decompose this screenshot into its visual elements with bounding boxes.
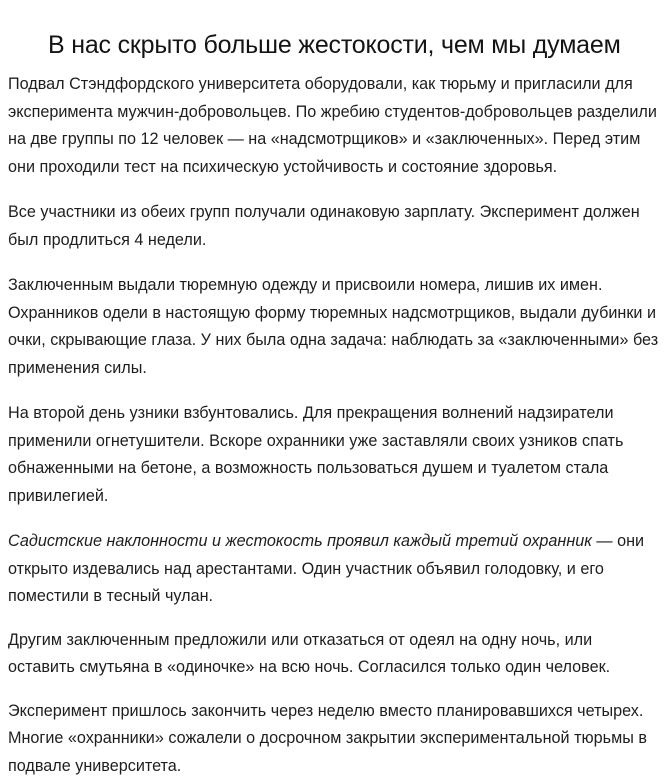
paragraph-blankets: Другим заключенным предложили или отказаться от одеял на одну ночь, или оставить смутьяна в «одиночке» на всю ночь. Согласился только один человек. <box>8 627 661 682</box>
paragraph-ending: Эксперимент пришлось закончить через неделю вместо планировавшихся четырех. Многие «охранники» сожалели о досрочном закрытии экспериментальной тюрьмы в подвале университета. <box>8 698 661 780</box>
paragraph-basement-prison: Подвал Стэндфордского университета оборудовали, как тюрьму и пригласили для эксперимента мужчин-добровольцев. По жребию студентов-добровольцев разделили на две группы по 12 человек — на «надсмотрщиков» и «заключенных». Перед этим они проходили тест на психическую устойчивость и состояние здоровья. <box>8 71 661 181</box>
paragraph-sadism-italic: Садистские наклонности и жестокость проявил каждый третий охранник <box>8 532 592 550</box>
article-title: В нас скрыто больше жестокости, чем мы думаем <box>8 30 661 60</box>
paragraph-rebellion: На второй день узники взбунтовались. Для прекращения волнений надзиратели применили огнетушители. Вскоре охранники уже заставляли своих узников спать обнаженными на бетоне, а возможность пользоваться душем и туалетом стала привилегией. <box>8 400 661 510</box>
paragraph-sadism <box>8 528 661 611</box>
paragraph-uniforms: Заключенным выдали тюремную одежду и присвоили номера, лишив их имен. Охранников одели в настоящую форму тюремных надсмотрщиков, выдали дубинки и очки, скрывающие глаза. У них была одна задача: наблюдать за «заключенными» без применения силы. <box>8 272 661 382</box>
paragraph-salary: Все участники из обеих групп получали одинаковую зарплату. Эксперимент должен был продлиться 4 недели. <box>8 199 661 254</box>
paragraph-sadism-rest: — они открыто издевались над арестантами. Один участник объявил голодовку, и его поместили в тесный чулан. <box>8 532 644 605</box>
